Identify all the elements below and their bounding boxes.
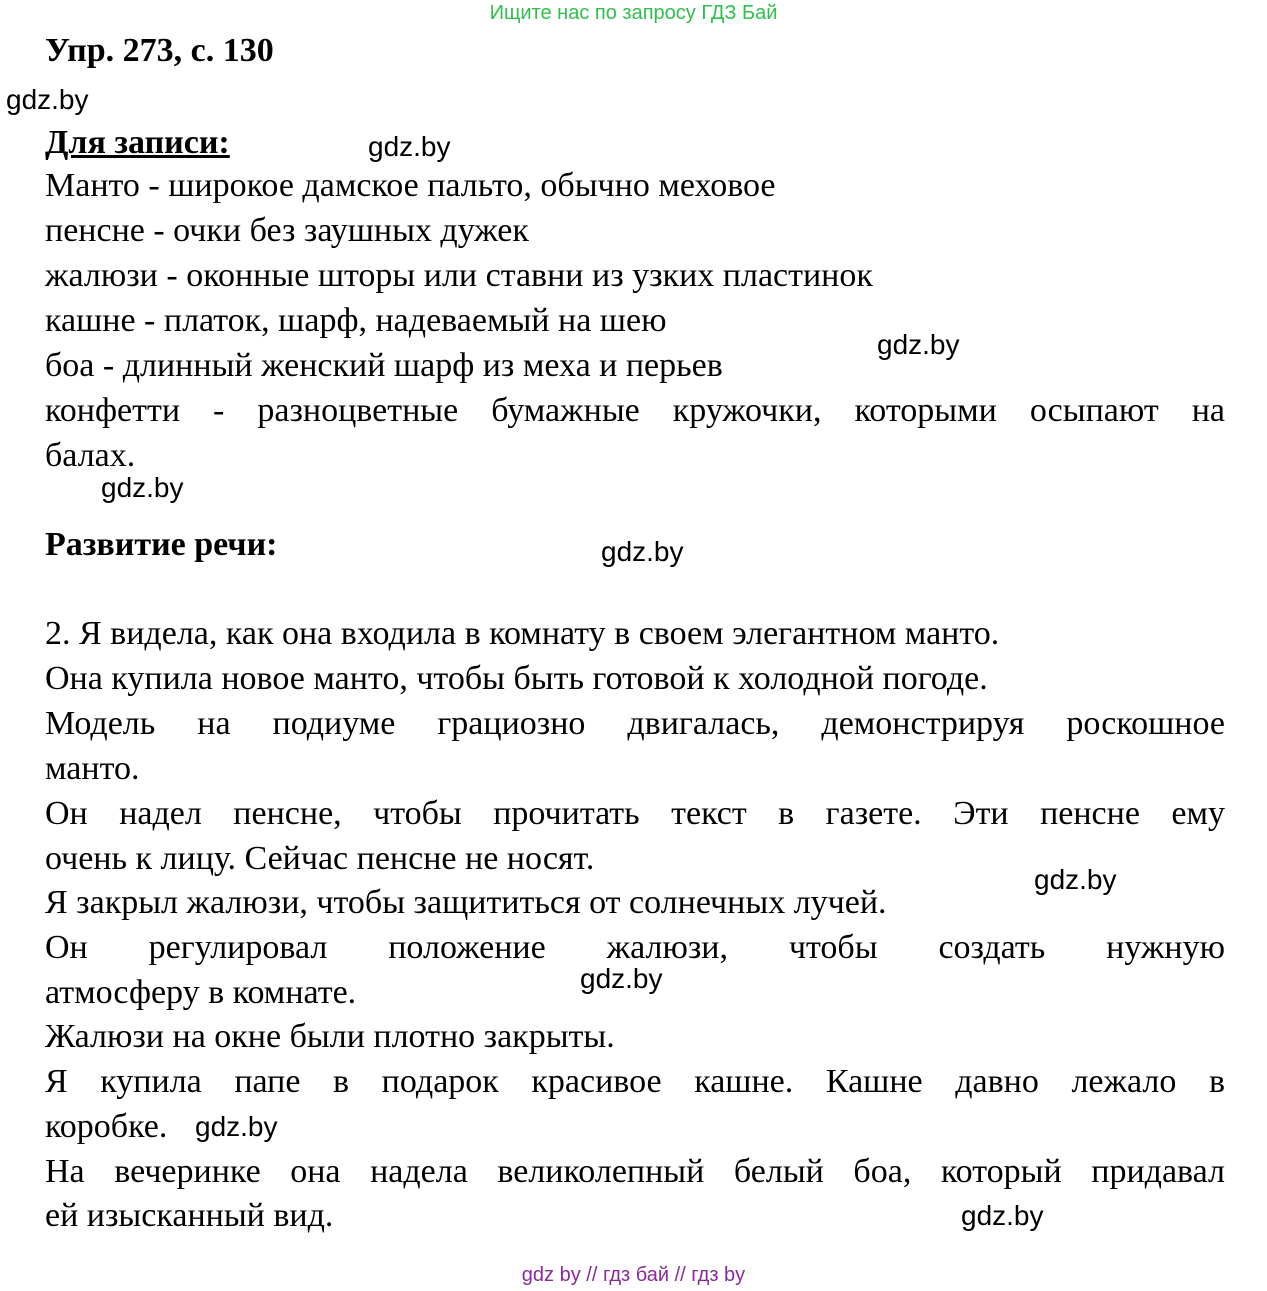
text-line: жалюзи - оконные шторы или ставни из узких пластинок [45, 257, 873, 294]
top-banner: Ищите нас по запросу ГДЗ Бай [489, 2, 778, 24]
watermark: gdz.by [580, 963, 663, 994]
text-line: кашне - платок, шарф, надеваемый на шею [45, 302, 667, 339]
watermark: gdz.by [6, 84, 89, 115]
footer-links: gdz by // гдз бай // гдз by [521, 1264, 746, 1286]
text-line: 2. Я видела, как она входила в комнату в своем элегантном манто. [45, 615, 1000, 652]
text-line: коробке. [45, 1108, 168, 1145]
text-line: Модель на подиуме грациозно двигалась, демонстрируя роскошное [45, 705, 1225, 742]
text-line: Я закрыл жалюзи, чтобы защититься от солнечных лучей. [45, 884, 887, 921]
text-line: атмосферу в комнате. [45, 974, 357, 1011]
text-line: На вечеринке она надела великолепный белый боа, который придавал [45, 1153, 1225, 1190]
text-line: Он регулировал положение жалюзи, чтобы создать нужную [45, 929, 1225, 966]
exercise-title: Упр. 273, с. 130 [45, 32, 274, 69]
watermark: gdz.by [601, 536, 684, 567]
watermark: gdz.by [877, 329, 960, 360]
text-line: Он надел пенсне, чтобы прочитать текст в газете. Эти пенсне ему [45, 795, 1225, 832]
text-line: конфетти - разноцветные бумажные кружочки, которыми осыпают на [45, 392, 1225, 429]
watermark: gdz.by [101, 472, 184, 503]
text-line: ей изысканный вид. [45, 1197, 334, 1234]
watermark: gdz.by [961, 1200, 1044, 1231]
section-heading-notes: Для записи: [45, 124, 230, 161]
text-line: Она купила новое манто, чтобы быть готовой к холодной погоде. [45, 660, 988, 697]
text-line: манто. [45, 750, 140, 787]
text-line: боа - длинный женский шарф из меха и перьев [45, 347, 723, 384]
text-line: пенсне - очки без заушных дужек [45, 212, 529, 249]
text-line: балах. [45, 437, 136, 474]
text-line: Жалюзи на окне были плотно закрыты. [45, 1018, 615, 1055]
text-line: Манто - широкое дамское пальто, обычно меховое [45, 167, 776, 204]
watermark: gdz.by [1034, 864, 1117, 895]
section-heading-speech: Развитие речи: [45, 526, 278, 563]
watermark: gdz.by [368, 131, 451, 162]
text-line: очень к лицу. Сейчас пенсне не носят. [45, 840, 595, 877]
text-line: Я купила папе в подарок красивое кашне. Кашне давно лежало в [45, 1063, 1225, 1100]
watermark: gdz.by [195, 1111, 278, 1142]
